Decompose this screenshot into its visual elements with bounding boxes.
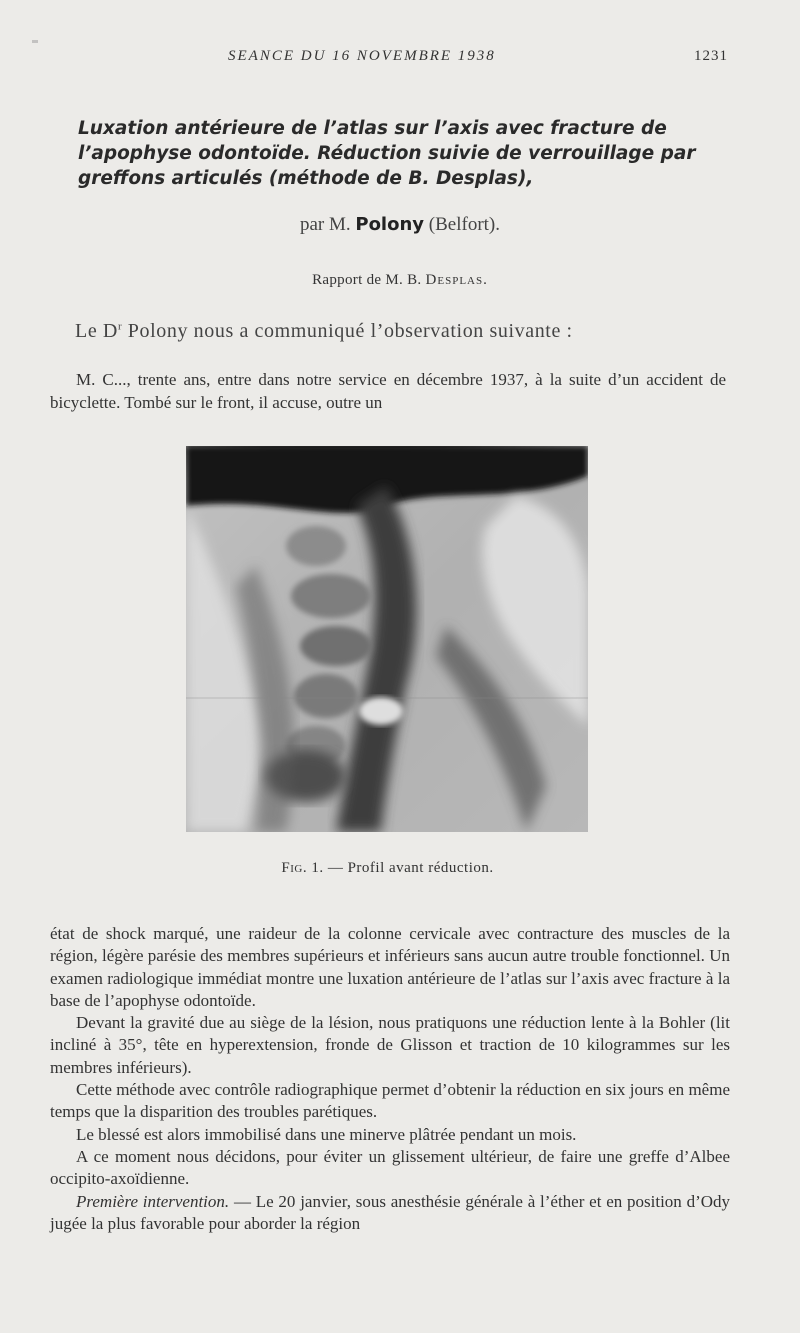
- paragraph-reduction: Devant la gravité due au siège de la lésion, nous pratiquons une réduction lente à la Bohler (lit incliné à 35°, tête en hyperextension, fronde de Glisson et traction de 10 kilogrammes sur les membres inférieurs).: [50, 1013, 730, 1077]
- paragraph-control: Cette méthode avec contrôle radiographique permet d’obtenir la réduction en six jours en même temps que la disparition des troubles parétiques.: [50, 1080, 730, 1122]
- paragraph-findings: état de shock marqué, une raideur de la colonne cervicale avec contracture des muscles de la région, légère parésie des membres supérieurs et inférieurs sans aucun autre trouble fonctionnel. Un examen radiologique immédiat montre une luxation antérieure de l’atlas sur l’axis avec fracture à la base de l’apophyse odontoïde.: [50, 924, 730, 1010]
- intro-sup: r: [117, 320, 123, 333]
- paragraph-immobilization: Le blessé est alors immobilisé dans une minerve plâtrée pendant un mois.: [76, 1124, 577, 1144]
- report-prefix: Rapport de M. B.: [312, 272, 422, 288]
- figure-caption-text: — Profil avant réduction.: [327, 860, 494, 876]
- byline-prefix: par M.: [299, 214, 351, 235]
- report-name: Desplas.: [425, 272, 488, 288]
- article-title: Luxation antérieure de l’atlas sur l’axis avec fracture de l’apophyse odontoïde. Réduction suivie de verrouillage par greffons articulés (méthode de B. Desplas),: [78, 118, 696, 189]
- page-number: 1231: [694, 48, 728, 64]
- intro-rest: Polony nous a communiqué l’observation suivante :: [122, 320, 573, 342]
- byline: [0, 214, 800, 236]
- paragraph-first-intervention: [50, 1191, 730, 1236]
- running-header: [228, 48, 728, 65]
- xray-figure: [186, 446, 588, 832]
- intro-line: [75, 320, 735, 343]
- paragraph-observation: M. C..., trente ans, entre dans notre service en décembre 1937, à la suite d’un accident de bicyclette. Tombé sur le front, il accuse, outre un: [50, 370, 726, 412]
- xray-image: [186, 446, 588, 832]
- running-title: SEANCE DU 16 NOVEMBRE 1938: [228, 48, 496, 64]
- page-mark: [32, 40, 38, 43]
- author-name: Polony: [355, 214, 425, 235]
- first-intervention-heading: Première intervention.: [76, 1191, 230, 1211]
- intro-dr: Le D: [75, 320, 118, 342]
- figure-caption: [0, 860, 775, 877]
- report-line: [0, 272, 800, 289]
- byline-affiliation: (Belfort).: [428, 214, 501, 235]
- body-text: [50, 923, 730, 1235]
- paragraph-graft-decision: A ce moment nous décidons, pour éviter un glissement ultérieur, de faire une greffe d’Albee occipito-axoïdienne.: [50, 1146, 730, 1189]
- figure-label: Fig. 1.: [281, 860, 324, 876]
- first-intervention-text: — Le 20 janvier, sous anesthésie générale à l’éther et en position d’Ody jugée la plus favorable pour aborder la région: [50, 1191, 731, 1233]
